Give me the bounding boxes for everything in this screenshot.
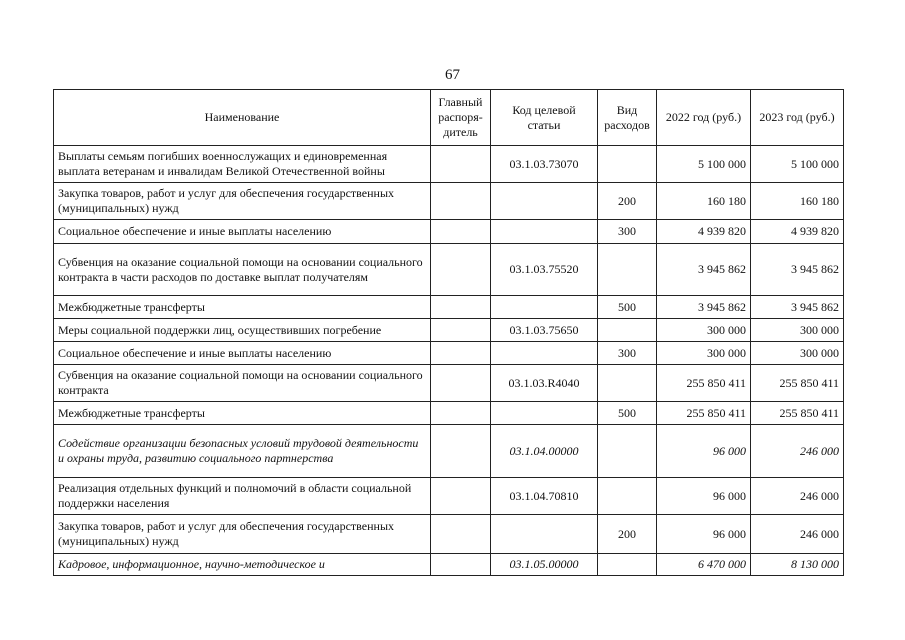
row-2022: 300 000 — [657, 319, 751, 342]
table-row — [54, 183, 844, 220]
row-2023: 300 000 — [751, 319, 844, 342]
row-code: 03.1.05.00000 — [491, 554, 598, 576]
row-2022: 255 850 411 — [657, 402, 751, 425]
row-2023: 8 130 000 — [751, 554, 844, 576]
row-code: 03.1.04.00000 — [491, 425, 598, 478]
row-type: 300 — [598, 342, 657, 365]
row-code: 03.1.03.R4040 — [491, 365, 598, 402]
row-2022: 255 850 411 — [657, 365, 751, 402]
row-type — [598, 146, 657, 183]
row-2023: 246 000 — [751, 515, 844, 554]
row-type: 500 — [598, 402, 657, 425]
row-2022: 3 945 862 — [657, 244, 751, 296]
row-2022: 300 000 — [657, 342, 751, 365]
row-main-manager — [431, 296, 491, 319]
table-row — [54, 146, 844, 183]
row-code: 03.1.04.70810 — [491, 478, 598, 515]
row-type: 200 — [598, 515, 657, 554]
table-row — [54, 425, 844, 478]
row-name: Субвенция на оказание социальной помощи на основании социального контракта — [54, 365, 431, 402]
row-code: 03.1.03.75520 — [491, 244, 598, 296]
row-type: 200 — [598, 183, 657, 220]
row-2022: 5 100 000 — [657, 146, 751, 183]
row-2023: 5 100 000 — [751, 146, 844, 183]
row-code — [491, 183, 598, 220]
row-main-manager — [431, 425, 491, 478]
row-2023: 255 850 411 — [751, 365, 844, 402]
table-row — [54, 554, 844, 576]
row-2022: 96 000 — [657, 478, 751, 515]
row-name: Меры социальной поддержки лиц, осуществивших погребение — [54, 319, 431, 342]
row-name: Социальное обеспечение и иные выплаты населению — [54, 220, 431, 244]
row-type — [598, 365, 657, 402]
table-row — [54, 365, 844, 402]
row-name: Закупка товаров, работ и услуг для обеспечения государственных (муниципальных) нужд — [54, 515, 431, 554]
row-type — [598, 478, 657, 515]
row-2023: 300 000 — [751, 342, 844, 365]
table-row — [54, 515, 844, 554]
table-row — [54, 478, 844, 515]
row-2022: 160 180 — [657, 183, 751, 220]
table-row — [54, 244, 844, 296]
row-name: Субвенция на оказание социальной помощи на основании социального контракта в части расходов по доставке выплат получателям — [54, 244, 431, 296]
header-name: Наименование — [54, 90, 431, 146]
header-year-2023: 2023 год (руб.) — [751, 90, 844, 146]
row-2023: 246 000 — [751, 478, 844, 515]
row-type — [598, 554, 657, 576]
row-type — [598, 319, 657, 342]
budget-table — [53, 89, 844, 576]
row-name: Реализация отдельных функций и полномочий в области социальной поддержки населения — [54, 478, 431, 515]
row-main-manager — [431, 365, 491, 402]
row-type: 500 — [598, 296, 657, 319]
header-expense-type: Вид расходов — [598, 90, 657, 146]
row-2023: 246 000 — [751, 425, 844, 478]
row-2023: 3 945 862 — [751, 244, 844, 296]
page-number: 67 — [445, 67, 460, 83]
row-2023: 255 850 411 — [751, 402, 844, 425]
header-year-2022: 2022 год (руб.) — [657, 90, 751, 146]
row-main-manager — [431, 220, 491, 244]
row-2023: 160 180 — [751, 183, 844, 220]
row-main-manager — [431, 342, 491, 365]
row-name: Межбюджетные трансферты — [54, 296, 431, 319]
row-code — [491, 342, 598, 365]
row-type — [598, 425, 657, 478]
row-name: Межбюджетные трансферты — [54, 402, 431, 425]
row-type: 300 — [598, 220, 657, 244]
row-2022: 4 939 820 — [657, 220, 751, 244]
row-name: Социальное обеспечение и иные выплаты населению — [54, 342, 431, 365]
row-name: Содействие организации безопасных условий трудовой деятельности и охраны труда, развитию социального партнерства — [54, 425, 431, 478]
header-main-manager: Главный распоря-дитель — [431, 90, 491, 146]
row-code: 03.1.03.73070 — [491, 146, 598, 183]
row-main-manager — [431, 515, 491, 554]
row-code — [491, 296, 598, 319]
table-row — [54, 296, 844, 319]
row-main-manager — [431, 402, 491, 425]
row-main-manager — [431, 244, 491, 296]
row-main-manager — [431, 183, 491, 220]
row-2022: 3 945 862 — [657, 296, 751, 319]
row-2022: 96 000 — [657, 515, 751, 554]
header-target-code: Код целевой статьи — [491, 90, 598, 146]
row-code — [491, 515, 598, 554]
row-code — [491, 402, 598, 425]
row-name: Закупка товаров, работ и услуг для обеспечения государственных (муниципальных) нужд — [54, 183, 431, 220]
row-code: 03.1.03.75650 — [491, 319, 598, 342]
table-row — [54, 319, 844, 342]
row-main-manager — [431, 478, 491, 515]
row-main-manager — [431, 319, 491, 342]
table-row — [54, 220, 844, 244]
row-2022: 96 000 — [657, 425, 751, 478]
row-code — [491, 220, 598, 244]
row-main-manager — [431, 554, 491, 576]
row-type — [598, 244, 657, 296]
row-2023: 4 939 820 — [751, 220, 844, 244]
table-row — [54, 402, 844, 425]
row-name: Кадровое, информационное, научно-методическое и — [54, 554, 431, 576]
row-main-manager — [431, 146, 491, 183]
row-name: Выплаты семьям погибших военнослужащих и единовременная выплата ветеранам и инвалидам Великой Отечественной войны — [54, 146, 431, 183]
table-header-row — [54, 90, 844, 146]
row-2022: 6 470 000 — [657, 554, 751, 576]
table-row — [54, 342, 844, 365]
row-2023: 3 945 862 — [751, 296, 844, 319]
